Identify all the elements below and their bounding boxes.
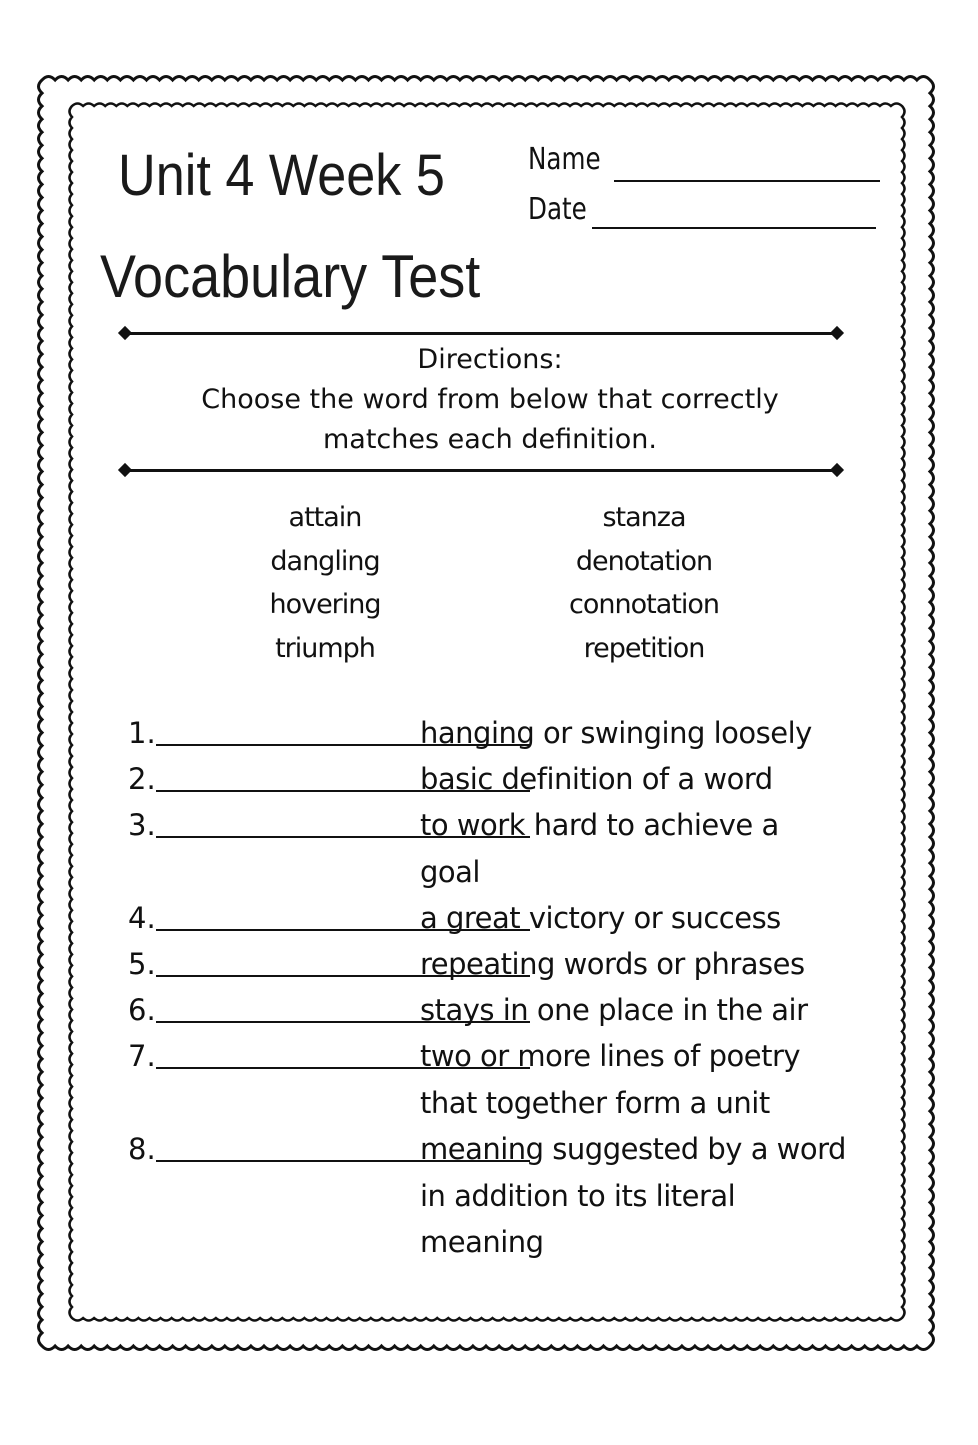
- date-label: Date: [528, 192, 587, 227]
- question-number: 4.: [128, 901, 156, 935]
- word-bank-item: attain: [288, 502, 362, 533]
- word-bank-item: repetition: [583, 632, 705, 664]
- question-definition: meaning suggested by a word in addition to its literal meaning: [420, 1132, 846, 1259]
- question-definition: repeating words or phrases: [420, 947, 805, 981]
- date-field[interactable]: [592, 227, 876, 229]
- page-title-line2: Vocabulary Test: [100, 243, 481, 310]
- name-label: Name: [528, 142, 601, 177]
- word-bank-left: [195, 496, 455, 670]
- question-definition: a great victory or success: [420, 901, 781, 935]
- word-bank-right: [514, 496, 774, 670]
- divider-bottom: [126, 469, 836, 472]
- page-title-line1: Unit 4 Week 5: [118, 143, 445, 208]
- question-number: 1.: [128, 716, 156, 750]
- question-number: 2.: [128, 762, 156, 796]
- word-bank-item: connotation: [569, 589, 719, 620]
- question-definition: to work hard to achieve a goal: [420, 808, 779, 889]
- word-bank-item: dangling: [270, 545, 380, 577]
- word-bank-item: stanza: [602, 502, 686, 533]
- question-number: 8.: [128, 1132, 156, 1166]
- question-number: 3.: [128, 808, 156, 842]
- question-number: 7.: [128, 1039, 156, 1073]
- word-bank-item: hovering: [269, 589, 381, 620]
- question-definition: two or more lines of poetry that together form a unit: [420, 1039, 801, 1120]
- question-definition: basic definition of a word: [420, 762, 773, 796]
- word-bank-item: denotation: [575, 545, 713, 577]
- directions-heading: Directions:: [417, 344, 563, 375]
- name-field[interactable]: [614, 180, 880, 182]
- question-number: 5.: [128, 947, 156, 981]
- question-number: 6.: [128, 993, 156, 1027]
- question-definition: hanging or swinging loosely: [420, 716, 812, 750]
- word-bank-item: triumph: [275, 632, 375, 664]
- divider-top: [126, 332, 836, 335]
- directions-text: Choose the word from below that correctly matches each definition.: [201, 384, 779, 455]
- question-definition: stays in one place in the air: [420, 993, 808, 1027]
